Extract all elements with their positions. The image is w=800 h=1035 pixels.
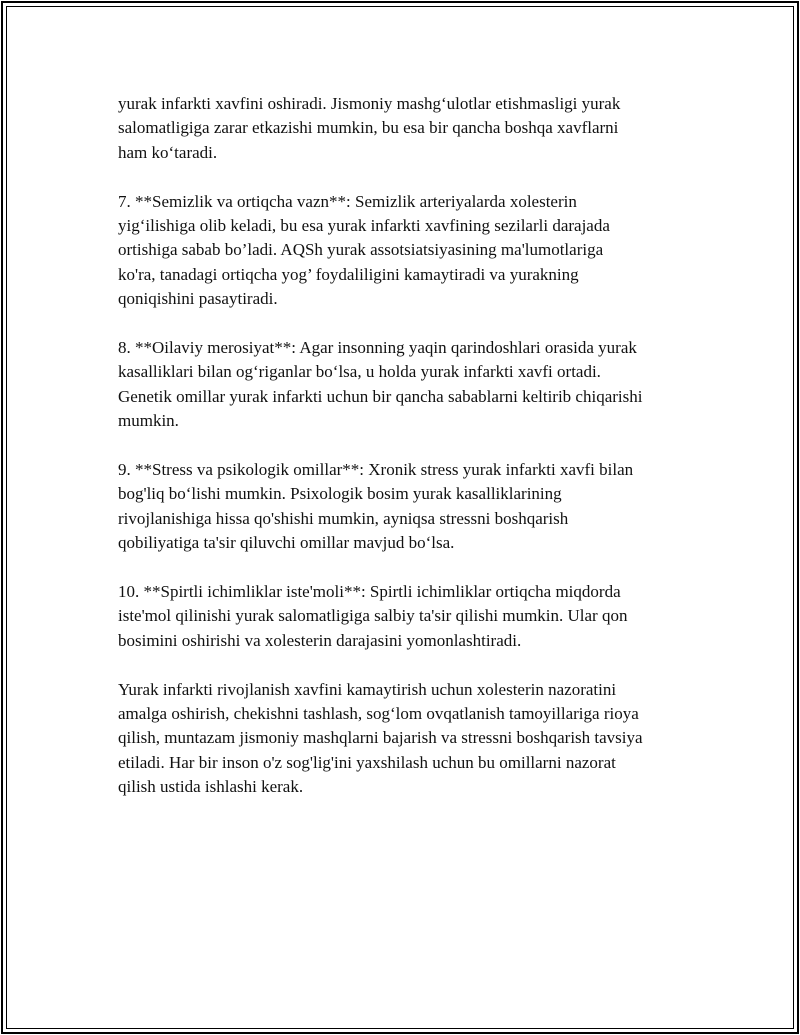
paragraph-conclusion: Yurak infarkti rivojlanish xavfini kamaytirish uchun xolesterin nazoratini amalga oshirish, chekishni tashlash, sog‘lom ovqatlanish tamoyillariga rioya qilish, muntazam jismoniy mashqlarni bajarish va stressni boshqarish tavsiya etiladi. Har bir inson o'z sog'lig'ini yaxshilash uchun bu omillarni nazorat qilish ustida ishlashi kerak. — [118, 679, 643, 797]
paragraph-alcohol: 10. **Spirtli ichimliklar iste'moli**: Spirtli ichimliklar ortiqcha miqdorda iste'mol qilinishi yurak salomatligiga salbiy ta'sir qilishi mumkin. Ular qon bosimini oshirishi va xolesterin darajasini yomonlashtiradi. — [118, 582, 628, 650]
document-body — [118, 92, 708, 824]
paragraph-heredity: 8. **Oilaviy merosiyat**: Agar insonning yaqin qarindoshlari orasida yurak kasalliklari bilan og‘riganlar bo‘lsa, u holda yurak infarkti xavfi ortadi. Genetik omillar yurak infarkti uchun bir qancha sabablarni keltirib chiqarishi mumkin. — [118, 338, 643, 431]
paragraph-obesity: 7. **Semizlik va ortiqcha vazn**: Semizlik arteriyalarda xolesterin yig‘ilishiga olib keladi, bu esa yurak infarkti xavfining sezilarli darajada ortishiga sabab bo’ladi. AQSh yurak assotsiatsiyasining ma'lumotlariga ko'ra, tanadagi ortiqcha yog’ foydaliligini kamaytiradi va yurakning qoniqishini pasaytiradi. — [118, 191, 610, 309]
paragraph-stress: 9. **Stress va psikologik omillar**: Xronik stress yurak infarkti xavfi bilan bog'liq bo‘lishi mumkin. Psixologik bosim yurak kasalliklarining rivojlanishiga hissa qo'shishi mumkin, ayniqsa stressni boshqarish qobiliyatiga ta'sir qiluvchi omillar mavjud bo‘lsa. — [118, 460, 634, 553]
paragraph-physical-activity: yurak infarkti xavfini oshiradi. Jismoniy mashg‘ulotlar etishmasligi yurak salomatligiga zarar etkazishi mumkin, bu esa bir qancha boshqa xavflarni ham ko‘taradi. — [118, 94, 621, 162]
